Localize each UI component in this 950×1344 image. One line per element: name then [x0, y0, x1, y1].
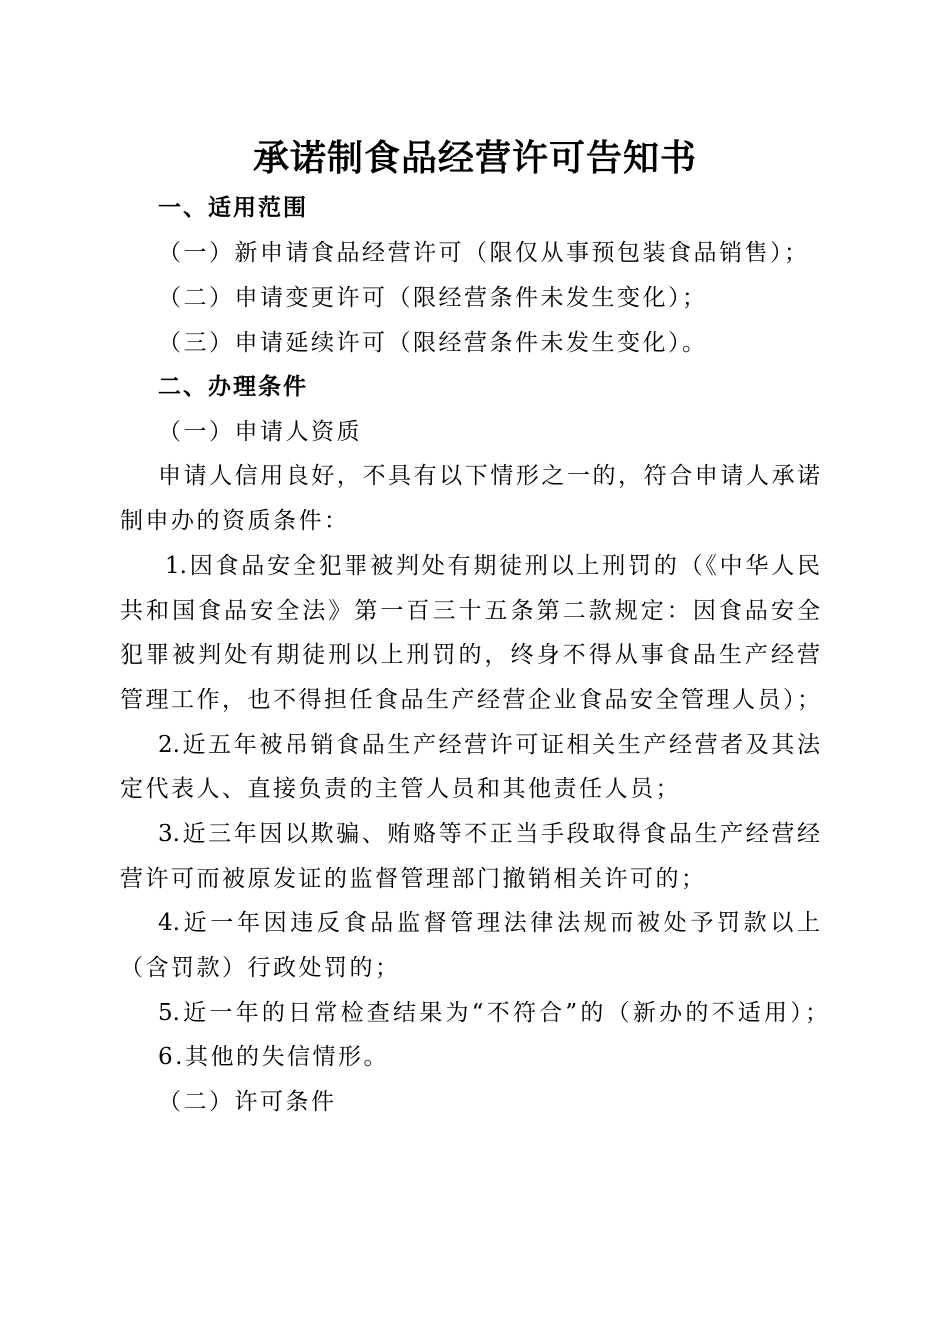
scope-item-2: （二）申请变更许可（限经营条件未发生变化）；: [158, 285, 708, 311]
item-2-line-2: 定代表人、直接负责的主管人员和其他责任人员；: [120, 776, 681, 802]
item-1-line-2: 共和国食品安全法》第一百三十五条第二款规定：因食品安全: [120, 598, 820, 624]
item-2-line-1: 2.近五年被吊销食品生产经营许可证相关生产经营者及其法: [158, 732, 820, 758]
intro-line-2: 制申办的资质条件：: [120, 508, 350, 534]
item-1-line-1: 1.因食品安全犯罪被判处有期徒刑以上刑罚的（《中华人民: [165, 553, 820, 579]
scope-item-1: （一）新申请食品经营许可（限仅从事预包装食品销售）；: [158, 240, 810, 266]
item-4-line-2: （含罚款）行政处罚的；: [120, 955, 401, 981]
item-5-line-1: 5.近一年的日常检查结果为“不符合”的（新办的不适用）；: [158, 1000, 828, 1026]
item-4-line-1: 4.近一年因违反食品监督管理法律法规而被处予罚款以上: [158, 910, 820, 936]
item-3-line-2: 营许可而被原发证的监督管理部门撤销相关许可的；: [120, 866, 707, 892]
section-heading-conditions: 二、办理条件: [158, 374, 308, 400]
item-1-line-3: 犯罪被判处有期徒刑以上刑罚的，终身不得从事食品生产经营: [120, 642, 820, 668]
item-6-line-1: 6.其他的失信情形。: [158, 1044, 389, 1070]
item-1-line-4: 管理工作，也不得担任食品生产经营企业食品安全管理人员）；: [120, 687, 820, 713]
subsection-heading-qualification: （一）申请人资质: [158, 419, 362, 445]
scope-item-3: （三）申请延续许可（限经营条件未发生变化）。: [158, 330, 708, 356]
item-3-line-1: 3.近三年因以欺骗、贿赂等不正当手段取得食品生产经营经: [158, 821, 820, 847]
document-title: 承诺制食品经营许可告知书: [252, 137, 697, 179]
section-heading-scope: 一、适用范围: [158, 195, 308, 221]
subsection-heading-license: （二）许可条件: [158, 1089, 337, 1115]
intro-line-1: 申请人信用良好，不具有以下情形之一的，符合申请人承诺: [158, 463, 820, 489]
